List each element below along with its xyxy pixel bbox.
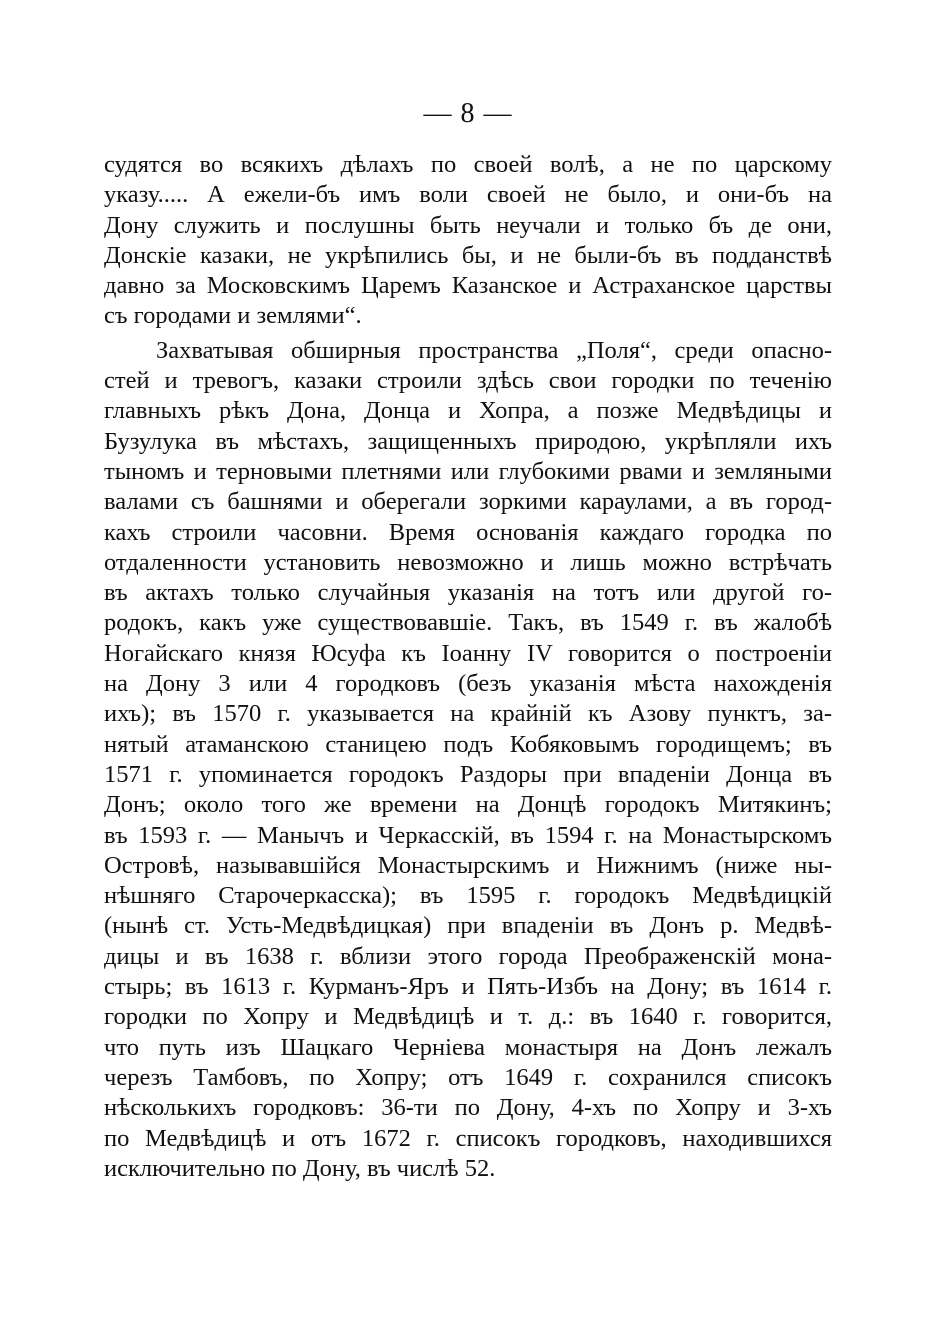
text-line: главныхъ рѣкъ Дона, Донца и Хопра, а позже Медвѣдицы и — [104, 397, 832, 425]
text-line: указу..... А ежели-бъ имъ воли своей не было, и они-бъ на — [104, 181, 832, 209]
body-text — [104, 150, 832, 1184]
text-line: валами съ башнями и оберегали зоркими караулами, а въ город- — [104, 488, 832, 516]
text-line: въ 1593 г. — Манычъ и Черкасскій, въ 1594 г. на Монастырскомъ — [104, 821, 832, 849]
text-line: на Дону 3 или 4 городковъ (безъ указанія мѣста нахожденія — [104, 670, 832, 698]
text-line: стей и тревогъ, казаки строили здѣсь свои городки по теченію — [104, 367, 832, 395]
text-line: тыномъ и терновыми плетнями или глубокими рвами и земляными — [104, 457, 832, 485]
text-line: черезъ Тамбовъ, по Хопру; отъ 1649 г. сохранился списокъ — [104, 1063, 832, 1091]
text-line: стырь; въ 1613 г. Курманъ-Яръ и Пять-Избъ на Дону; въ 1614 г. — [104, 973, 832, 1001]
text-line: кахъ строили часовни. Время основанія каждаго городка по — [104, 518, 832, 546]
text-line: нятый атаманскою станицею подъ Кобяковымъ городищемъ; въ — [104, 730, 832, 758]
text-line: нѣшняго Старочеркасска); въ 1595 г. городокъ Медвѣдицкій — [104, 882, 832, 910]
text-line: городки по Хопру и Медвѣдицѣ и т. д.: въ 1640 г. говорится, — [104, 1003, 832, 1031]
text-line: Дону служить и послушны быть неучали и только бъ де они, — [104, 211, 832, 239]
text-line: 1571 г. упоминается городокъ Раздоры при впаденіи Донца въ — [104, 760, 832, 788]
text-line: давно за Московскимъ Царемъ Казанское и Астраханское царствы — [104, 272, 832, 300]
text-line: Донскіе казаки, не укрѣпились бы, и не были-бъ въ подданствѣ — [104, 241, 832, 269]
page-number: — 8 — — [423, 98, 513, 129]
text-line: судятся во всякихъ дѣлахъ по своей волѣ, а не по царскому — [104, 151, 832, 178]
text-line: нѣсколькихъ городковъ: 36-ти по Дону, 4-хъ по Хопру и 3-хъ — [104, 1094, 832, 1122]
text-line: отдаленности установить невозможно и лишь можно встрѣчать — [104, 548, 832, 576]
text-line: исключительно по Дону, въ числѣ 52. — [104, 1154, 496, 1182]
paragraph-1 — [104, 150, 832, 332]
text-line: (нынѣ ст. Усть-Медвѣдицкая) при впаденіи въ Донъ р. Медвѣ- — [104, 912, 832, 940]
text-line: Донъ; около того же времени на Донцѣ городокъ Митякинъ; — [104, 791, 832, 819]
text-line: Ногайскаго князя Юсуфа къ Іоанну IV говорится о построеніи — [104, 639, 832, 667]
text-line: дицы и въ 1638 г. вблизи этого города Преображенскій мона- — [104, 942, 832, 970]
text-line: въ актахъ только случайныя указанія на тотъ или другой го- — [104, 579, 832, 607]
text-line: Захватывая обширныя пространства „Поля“, среди опасно- — [156, 336, 832, 364]
text-line: по Медвѣдицѣ и отъ 1672 г. списокъ городковъ, находившихся — [104, 1124, 832, 1152]
text-line: родокъ, какъ уже существовавшіе. Такъ, въ 1549 г. въ жалобѣ — [104, 609, 832, 637]
text-line: ихъ); въ 1570 г. указывается на крайній къ Азову пунктъ, за- — [104, 700, 832, 728]
text-line: съ городами и землями“. — [104, 302, 362, 330]
text-line: Бузулука въ мѣстахъ, защищенныхъ природою, укрѣпляли ихъ — [104, 427, 832, 455]
paragraph-2 — [104, 336, 832, 1184]
text-line: Островѣ, называвшійся Монастырскимъ и Нижнимъ (ниже ны- — [104, 851, 832, 879]
text-line: что путь изъ Шацкаго Черніева монастыря на Донъ лежалъ — [104, 1033, 832, 1061]
